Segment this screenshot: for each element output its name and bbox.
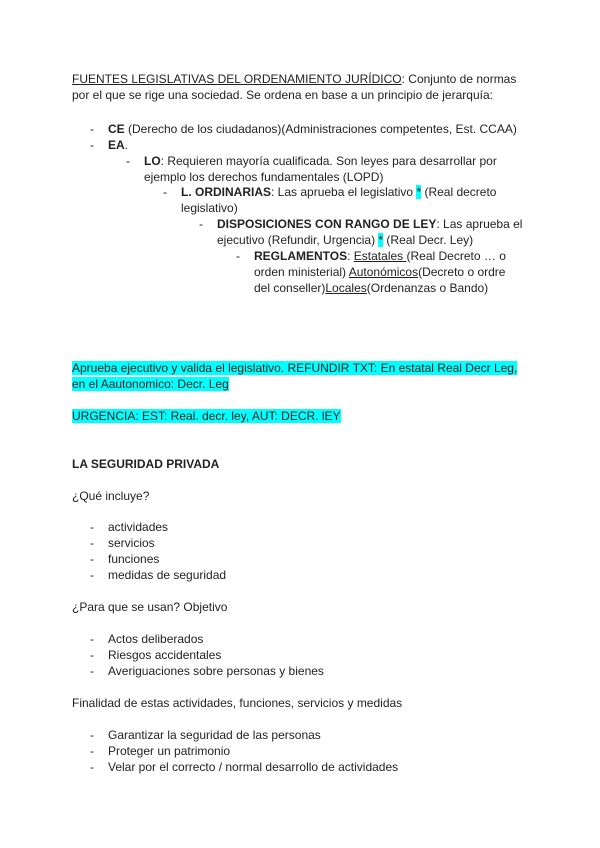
list-dash: -	[90, 138, 94, 152]
ea-text: .	[124, 138, 129, 152]
list-dash: -	[90, 664, 94, 678]
lo-text-line2: ejemplo los derechos fundamentales (LOPD)	[144, 170, 384, 184]
ordinarias-text-line2: legislativo)	[181, 201, 238, 215]
list-dash: -	[90, 648, 94, 662]
autonomicos-text: Autonómicos	[348, 265, 419, 279]
list-item: Averiguaciones sobre personas y bienes	[108, 664, 324, 678]
ce-text: (Derecho de los ciudadanos)(Administraciones competentes, Est. CCAA)	[124, 122, 517, 136]
list-item: funciones	[108, 552, 160, 566]
lo-text: : Requieren mayoría cualificada. Son leyes para desarrollar por	[160, 154, 497, 168]
list-item: Proteger un patrimonio	[108, 744, 231, 758]
reglamentos-text-2a: orden ministerial)	[254, 265, 349, 279]
disposiciones-label: DISPOSICIONES CON RANGO DE LEY	[217, 217, 437, 231]
highlight-mark: *	[416, 185, 422, 199]
list-item: servicios	[108, 536, 155, 550]
list-item: actividades	[108, 520, 169, 534]
list-item-reglamentos	[254, 248, 506, 296]
intro-text: : Conjunto de normas	[401, 72, 517, 86]
list-dash: -	[90, 122, 94, 136]
list-dash: -	[126, 154, 130, 168]
reglamentos-text-3a: del conseller)	[254, 281, 326, 295]
list-item-lo	[144, 153, 497, 185]
question-objective: ¿Para que se usan? Objetivo	[72, 600, 228, 614]
intro-paragraph	[72, 71, 516, 103]
reglamentos-label: REGLAMENTOS	[254, 249, 348, 263]
urgencia-text: URGENCIA: EST: Real. decr. ley, AUT: DECR. lEY	[72, 409, 341, 423]
question-purpose: Finalidad de estas actividades, funciones, servicios y medidas	[72, 696, 403, 710]
intro-title: FUENTES LEGISLATIVAS DEL ORDENAMIENTO JURÍDICO	[72, 72, 402, 86]
ordinarias-text: : Las aprueba el legislativo	[271, 185, 417, 199]
list-item: Velar por el correcto / normal desarrollo de actividades	[108, 760, 399, 774]
list-dash: -	[90, 760, 94, 774]
list-item: Riesgos accidentales	[108, 648, 222, 662]
ea-label: EA	[108, 138, 125, 152]
list-dash: -	[90, 520, 94, 534]
disposiciones-text-2b: (Real Decr. Ley)	[383, 233, 474, 247]
ce-label: CE	[108, 122, 125, 136]
aprueba-note	[72, 360, 517, 392]
list-item-ea	[108, 137, 128, 153]
section-heading: LA SEGURIDAD PRIVADA	[72, 457, 220, 471]
lo-label: LO	[144, 154, 161, 168]
intro-text-line2: por el que se rige una sociedad. Se ordena en base a un principio de jerarquía:	[72, 88, 493, 102]
estatales-text: Estatales	[353, 249, 407, 263]
question-includes: ¿Qué incluye?	[72, 489, 150, 503]
urgencia-note	[72, 408, 341, 424]
reglamentos-sep: :	[347, 249, 354, 263]
reglamentos-text-3b: (Ordenanzas o Bando)	[366, 281, 489, 295]
disposiciones-text: : Las aprueba el	[436, 217, 523, 231]
list-item: Garantizar la seguridad de las personas	[108, 728, 321, 742]
list-item-disposiciones	[217, 216, 522, 248]
list-item: medidas de seguridad	[108, 568, 227, 582]
list-dash: -	[90, 632, 94, 646]
list-dash: -	[199, 217, 203, 231]
aprueba-line2: en el Aautonomico: Decr. Leg	[72, 377, 229, 391]
list-dash: -	[163, 185, 167, 199]
ordinarias-text-b: (Real decreto	[421, 185, 497, 199]
list-dash: -	[90, 744, 94, 758]
list-item: Actos deliberados	[108, 632, 204, 646]
list-dash: -	[90, 568, 94, 582]
aprueba-line1: Aprueba ejecutivo y valida el legislativo. REFUNDIR TXT: En estatal Real Decr Leg,	[72, 361, 518, 375]
disposiciones-text-2a: ejecutivo (Refundir, Urgencia)	[217, 233, 379, 247]
reglamentos-text: (Real Decreto … o	[406, 249, 506, 263]
list-dash: -	[90, 552, 94, 566]
list-dash: -	[236, 249, 240, 263]
reglamentos-text-2b: (Decreto o ordre	[418, 265, 506, 279]
list-dash: -	[90, 536, 94, 550]
ordinarias-label: L. ORDINARIAS	[181, 185, 271, 199]
list-item-ce	[108, 121, 517, 137]
list-item-ordinarias	[181, 184, 496, 216]
highlight-mark: *	[378, 233, 384, 247]
locales-text: Locales	[325, 281, 367, 295]
list-dash: -	[90, 728, 94, 742]
